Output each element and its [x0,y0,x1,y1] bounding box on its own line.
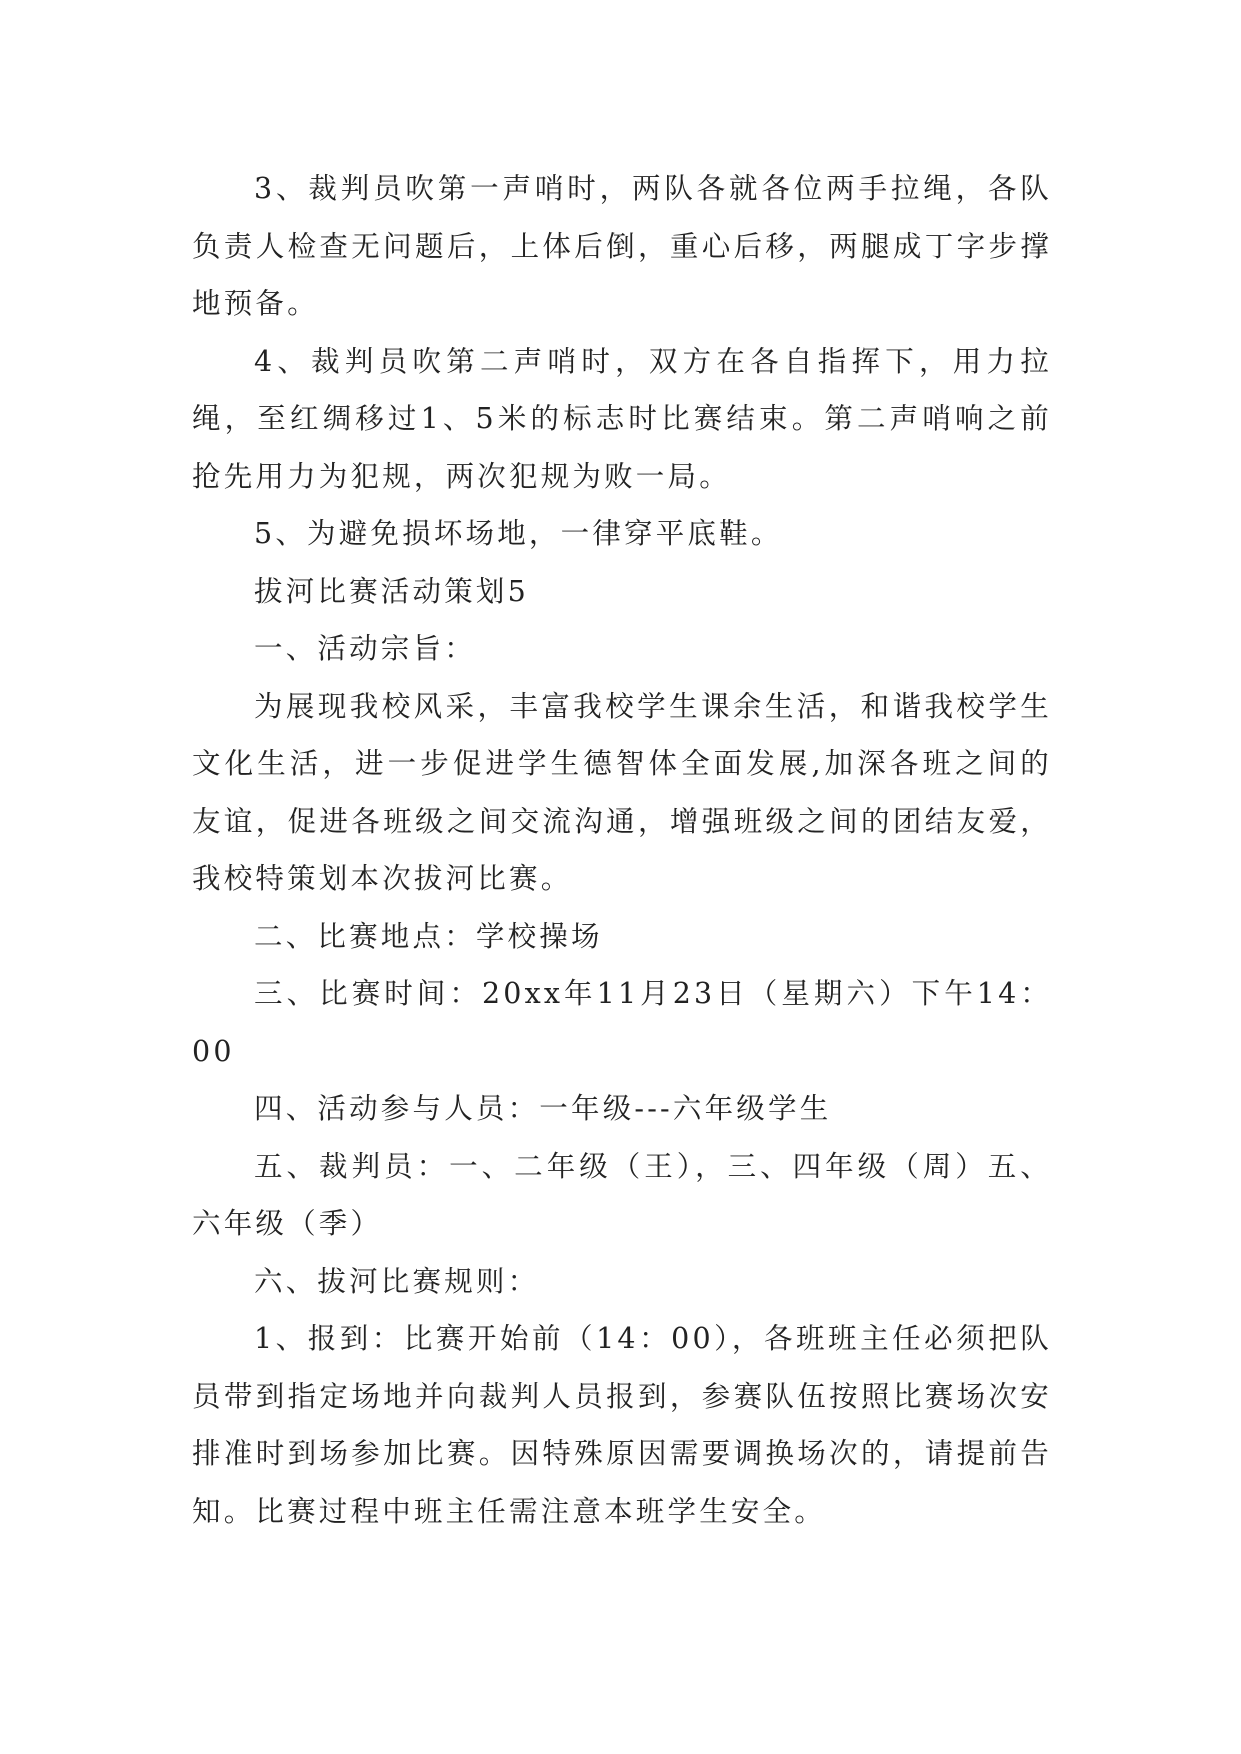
rule-3-paragraph: 3、裁判员吹第一声哨时，两队各就各位两手拉绳，各队负责人检查无问题后，上体后倒，重心后移，两腿成丁字步撑地预备。 [192,172,1052,320]
purpose-heading: 一、活动宗旨： [254,632,476,665]
purpose-paragraph: 为展现我校风采，丰富我校学生课余生活，和谐我校学生文化生活，进一步促进学生德智体全面发展,加深各班之间的友谊，促进各班级之间交流沟通，增强班级之间的团结友爱，我校特策划本次拔河比赛。 [192,689,1052,895]
rules-heading: 六、拔河比赛规则： [254,1264,540,1298]
referees-line: 五、裁判员：一、二年级（王），三、四年级（周）五、六年级（季） [192,1149,1052,1240]
participants-line: 四、活动参与人员：一年级---六年级学生 [254,1092,832,1125]
rule-4-paragraph: 4、裁判员吹第二声哨时，双方在各自指挥下，用力拉绳，至红绸移过1、5米的标志时比赛结束。第二声哨响之前抢先用力为犯规，两次犯规为败一局。 [192,344,1052,493]
time-line: 三、比赛时间：20xx年11月23日（星期六）下午14：00 [192,977,1052,1068]
rule-5-paragraph: 5、为避免损坏场地，一律穿平底鞋。 [254,517,783,550]
location-line: 二、比赛地点：学校操场 [254,919,603,953]
document-body [192,160,1052,1540]
section-title: 拔河比赛活动策划5 [254,574,529,608]
registration-rule-paragraph: 1、报到：比赛开始前（14：00），各班班主任必须把队员带到指定场地并向裁判人员报到，参赛队伍按照比赛场次安排准时到场参加比赛。因特殊原因需要调换场次的，请提前告知。比赛过程中班主任需注意本班学生安全。 [192,1322,1052,1528]
